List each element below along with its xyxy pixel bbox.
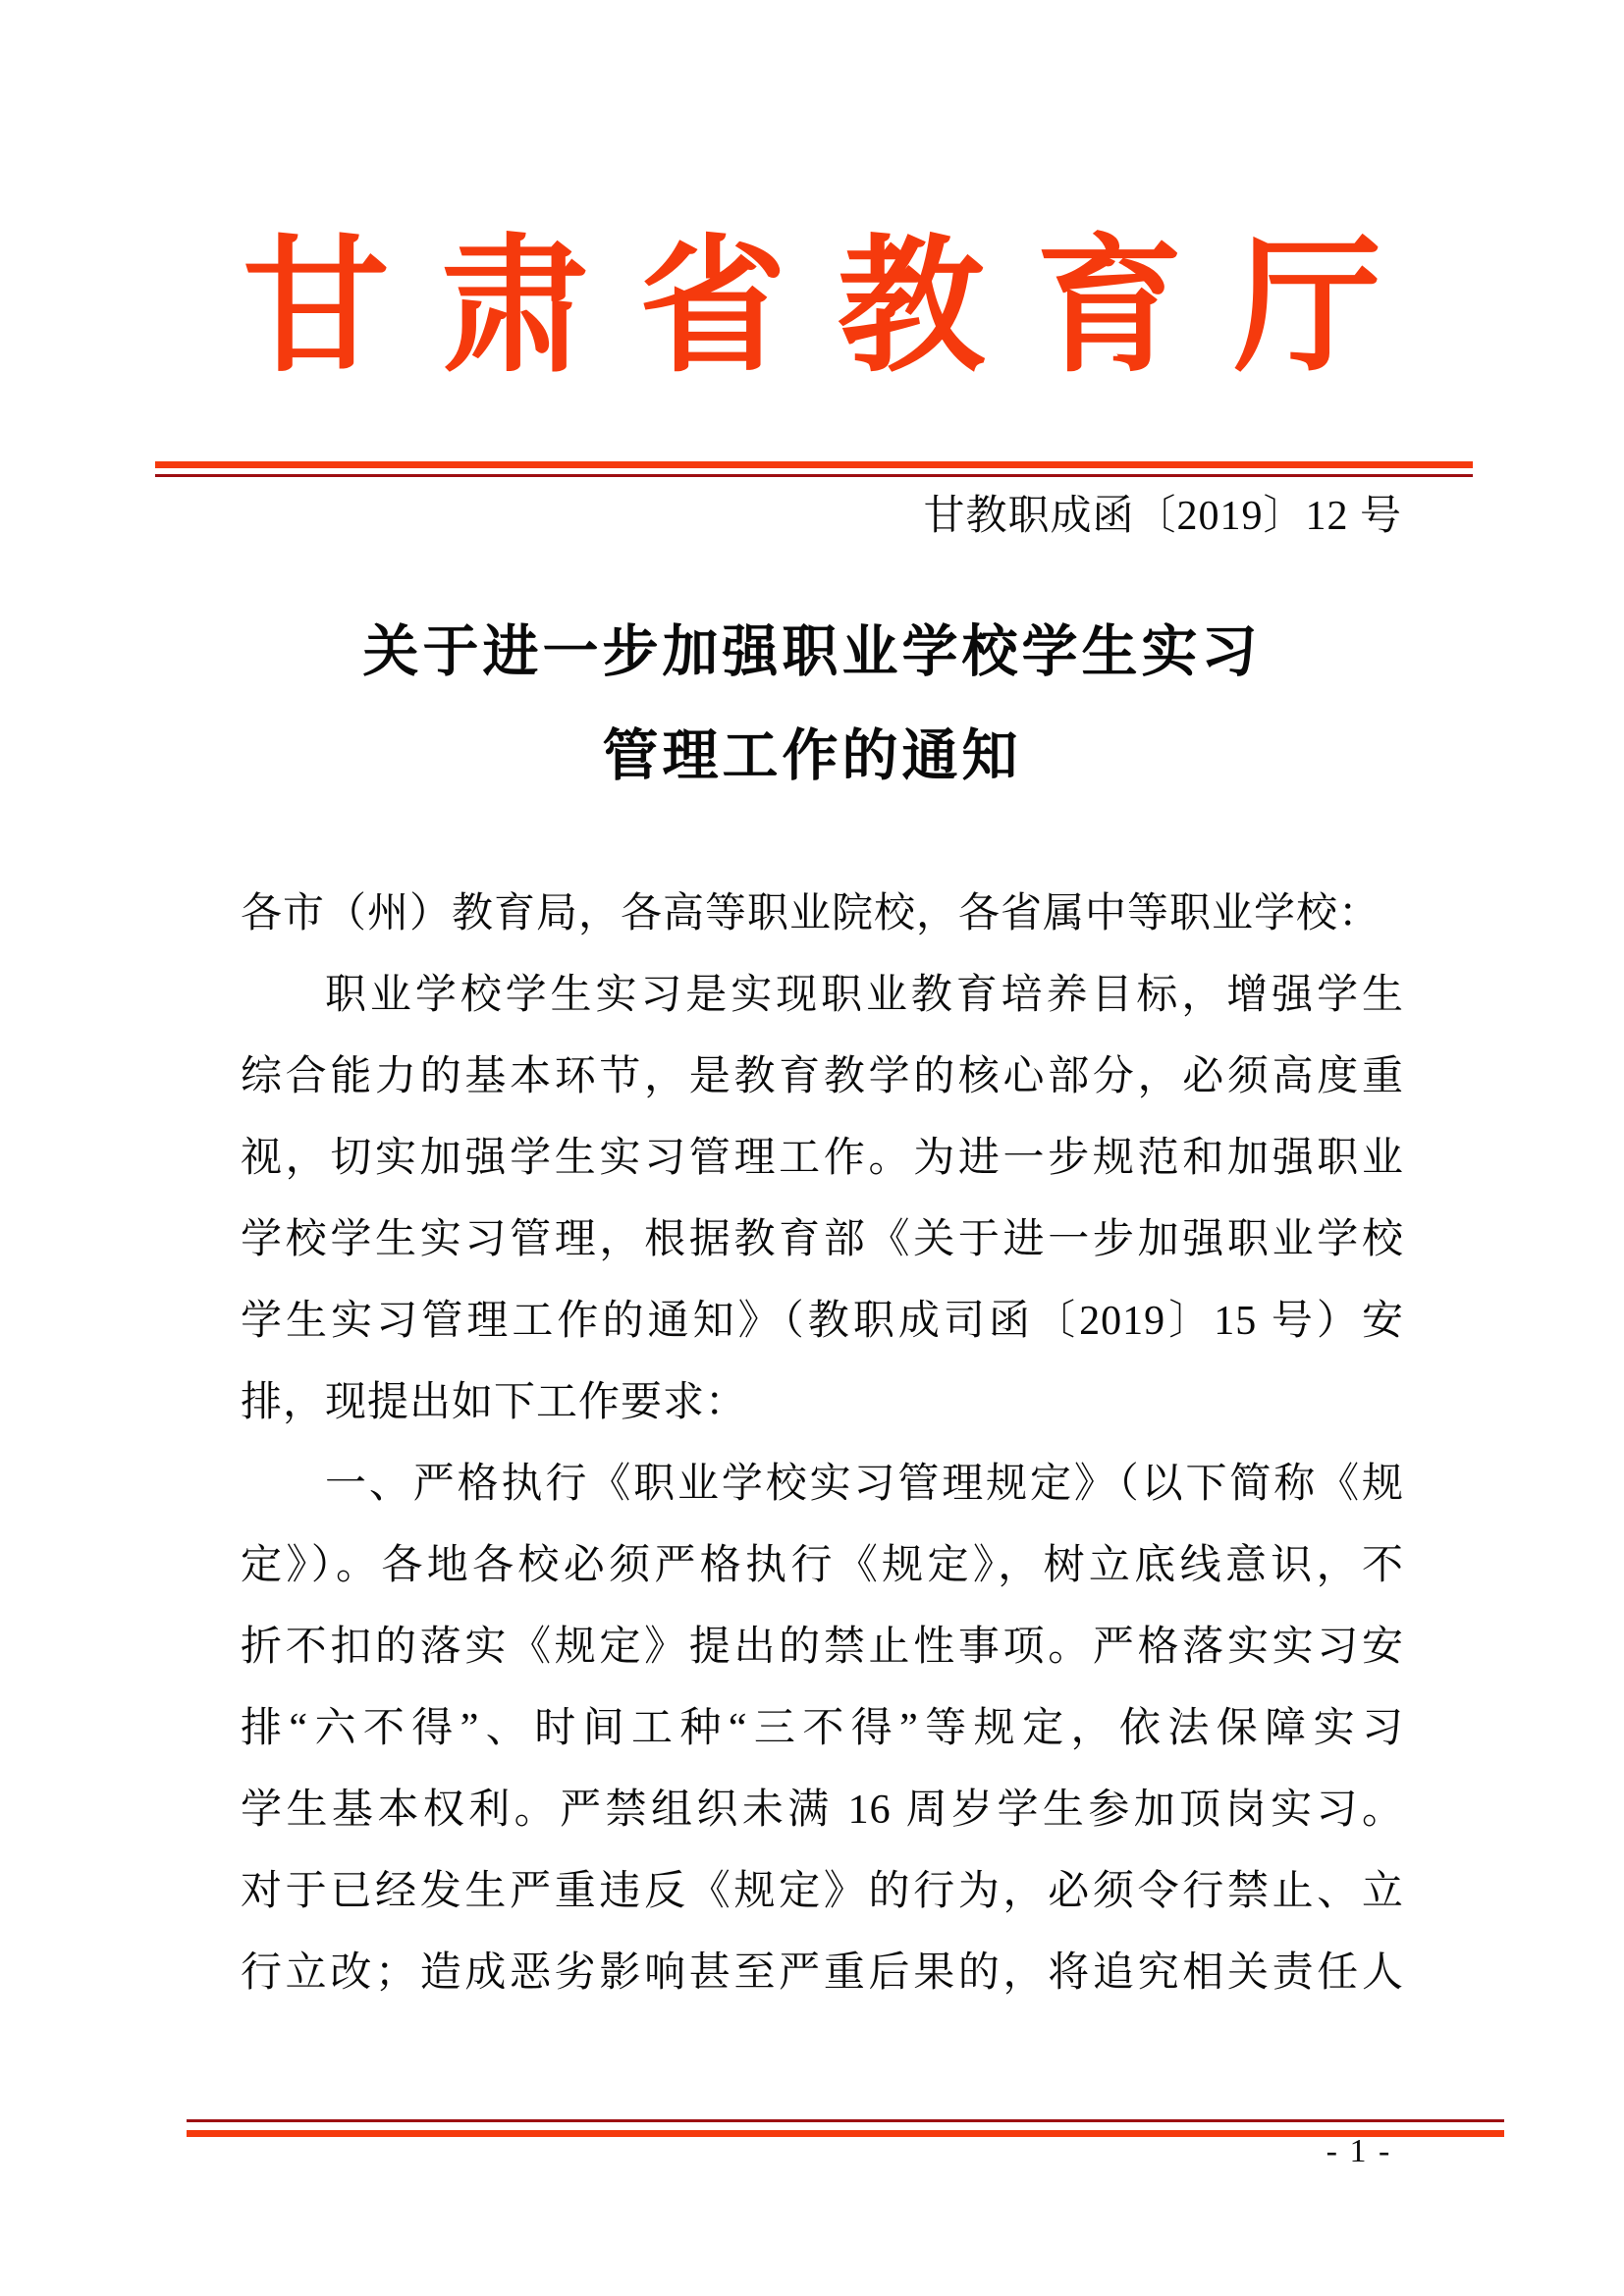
footer-rule-thin: [187, 2119, 1504, 2122]
body-line: 定》）。各地各校必须严格执行《规定》，树立底线意识，不: [241, 1543, 1404, 1588]
body-line: 排“六不得”、时间工种“三不得”等规定，依法保障实习: [241, 1706, 1404, 1751]
body-line: 一、严格执行《职业学校实习管理规定》（以下简称《规: [325, 1462, 1404, 1507]
body-line: 折不扣的落实《规定》提出的禁止性事项。严格落实实习安: [241, 1625, 1404, 1670]
document-number: 甘教职成函〔2019〕12 号: [923, 494, 1402, 539]
body-line: 视，切实加强学生实习管理工作。为进一步规范和加强职业: [241, 1136, 1404, 1181]
body-line: 学生基本权利。严禁组织未满 16 周岁学生参加顶岗实习。: [241, 1788, 1404, 1833]
body-line: 对于已经发生严重违反《规定》的行为，必须令行禁止、立: [241, 1869, 1404, 1914]
document-title-line-1: 关于进一步加强职业学校学生实习: [362, 621, 1262, 683]
body-line: 排，现提出如下工作要求：: [241, 1380, 748, 1425]
body-line: 学生实习管理工作的通知》（教职成司函〔2019〕15 号）安: [241, 1299, 1404, 1344]
document-title: [0, 601, 1624, 809]
document-title-line-2: 管理工作的通知: [602, 725, 1022, 787]
body-line: 综合能力的基本环节，是教育教学的核心部分，必须高度重: [241, 1054, 1404, 1099]
body-line: 学校学生实习管理，根据教育部《关于进一步加强职业学校: [241, 1217, 1404, 1262]
agency-title: 甘肃省教育厅: [242, 227, 1433, 390]
page-number: - 1 -: [1326, 2133, 1392, 2169]
document-body: [241, 874, 1404, 2014]
header-rule-thick: [155, 461, 1473, 468]
body-line: 行立改；造成恶劣影响甚至严重后果的，将追究相关责任人: [241, 1950, 1404, 1996]
body-line: 各市（州）教育局，各高等职业院校，各省属中等职业学校：: [241, 891, 1381, 936]
body-line: 职业学校学生实习是实现职业教育培养目标，增强学生: [325, 973, 1404, 1018]
header-rule-thin: [155, 474, 1473, 477]
